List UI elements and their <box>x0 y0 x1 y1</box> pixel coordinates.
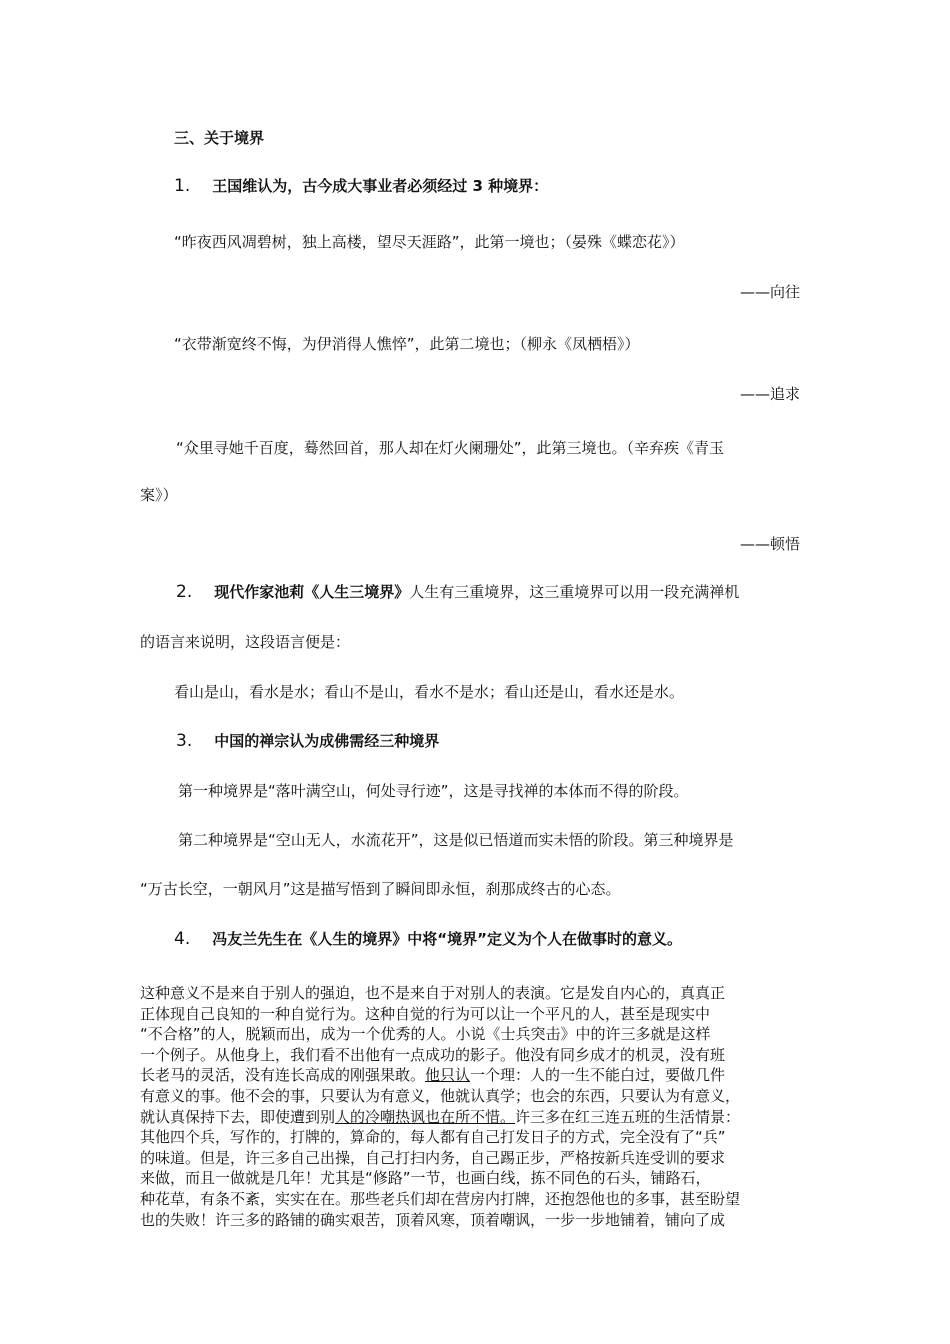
body-row: 正体现自己良知的一种自觉行为。这种自觉的行为可以让一个平凡的人，甚至是现实中 <box>140 1004 711 1023</box>
quote-line-3a: “众里寻她千百度，蓦然回首，那人却在灯火阑珊处”，此第三境也。（辛弃疾《青玉 <box>176 439 725 457</box>
section2-line-2: 的语言来说明，这段语言便是： <box>140 633 351 651</box>
body-row: 也的失败！许三多的路铺的确实艰苦，顶着风寒，顶着嘲讽，一步一步地铺着，铺向了成 <box>140 1210 726 1229</box>
section3-para-2a: 第二种境界是“空山无人，水流花开”，这是似已悟道而实未悟的阶段。第三种境界是 <box>178 831 734 849</box>
section3-title-text: 中国的禅宗认为成佛需经三种境界 <box>214 732 440 750</box>
section1-title <box>174 176 548 196</box>
body-row-part: 一个理： <box>470 1066 531 1085</box>
section3-title <box>176 731 439 751</box>
body-row: “不合格”的人，脱颖而出，成为一个优秀的人。小说《士兵突击》中的许三多就是这样 <box>140 1025 711 1044</box>
quote-tag-1: ——向往 <box>739 283 800 301</box>
quote-line-1: “昨夜西风凋碧树，独上高楼，望尽天涯路”，此第一境也；（晏殊《蝶恋花》） <box>174 233 685 251</box>
underlined-phrase-a: 他只认 <box>425 1066 471 1085</box>
body-row: 有意义的事。他不会的事，只要认为有意义，他就认真学；也会的东西，只要认为有意义， <box>140 1086 741 1105</box>
section4-title <box>174 929 682 949</box>
body-row: 一个例子。从他身上，我们看不出他有一点成功的影子。他没有同乡成才的机灵，没有班 <box>140 1045 726 1064</box>
body-row-part: 长老马的灵活，没有连长高成的刚强果敢。 <box>140 1066 426 1085</box>
body-row: 其他四个兵，写作的，打牌的，算命的，每人都有自己打发日子的方式，完全没有了“兵” <box>140 1128 726 1147</box>
underlined-phrase-b: 人的冷嘲热讽也在所不惜。 <box>335 1107 516 1126</box>
section2-title-bold: 现代作家池莉《人生三境界》 <box>214 583 410 601</box>
body-row: 的味道。但是，许三多自己出操，自己打扫内务，自己踢正步，严格按新兵连受训的要求 <box>140 1148 726 1167</box>
section3-number: 3. <box>176 731 193 751</box>
section1-number: 1. <box>174 176 191 196</box>
body-row: 这种意义不是来自于别人的强迫，也不是来自于对别人的表演。它是发自内心的，真真正 <box>140 984 726 1002</box>
section4-title-text: 冯友兰先生在《人生的境界》中将“境界”定义为个人在做事时的意义。 <box>212 930 682 948</box>
section2-line-3: 看山是山，看水是水；看山不是山，看水不是水；看山还是山，看水还是水。 <box>174 683 685 701</box>
body-row-part: 人的一生不能白过，要做几件 <box>530 1066 726 1085</box>
section-heading: 三、关于境界 <box>174 129 265 147</box>
body-row-part: 许三多在红三连五班的生活情景： <box>515 1107 741 1126</box>
section3-para-2b: “万古长空，一朝风月”这是描写悟到了瞬间即永恒，刹那成终古的心态。 <box>140 880 621 898</box>
body-row <box>140 1065 810 1086</box>
body-row-part: 就认真保持下去，即使遭到别 <box>140 1107 336 1126</box>
section1-title-text: 王国维认为，古今成大事业者必须经过 3 种境界： <box>212 177 549 195</box>
body-row: 来做，而且一做就是几年！尤其是“修路”一节，也画白线，拣不同色的石头，铺路石， <box>140 1169 711 1188</box>
section2-title <box>176 582 739 602</box>
quote-line-3b: 案》） <box>140 486 178 504</box>
quote-line-2: “衣带渐宽终不悔，为伊消得人憔悴”，此第二境也；（柳永《凤栖梧》） <box>174 335 640 353</box>
section4-number: 4. <box>174 929 191 949</box>
body-row: 种花草，有条不紊，实实在在。那些老兵们却在营房内打牌，还抱怨他也的多事，甚至盼望 <box>140 1189 741 1208</box>
section4-body <box>140 983 810 1230</box>
section2-number: 2. <box>176 582 193 602</box>
section3-para-1: 第一种境界是“落叶满空山，何处寻行迹”，这是寻找禅的本体而不得的阶段。 <box>178 782 689 800</box>
quote-tag-2: ——追求 <box>739 385 800 403</box>
quote-tag-3: ——顿悟 <box>739 535 800 553</box>
section2-title-rest: 人生有三重境界，这三重境界可以用一段充满禅机 <box>409 583 740 601</box>
body-row <box>140 1107 810 1128</box>
